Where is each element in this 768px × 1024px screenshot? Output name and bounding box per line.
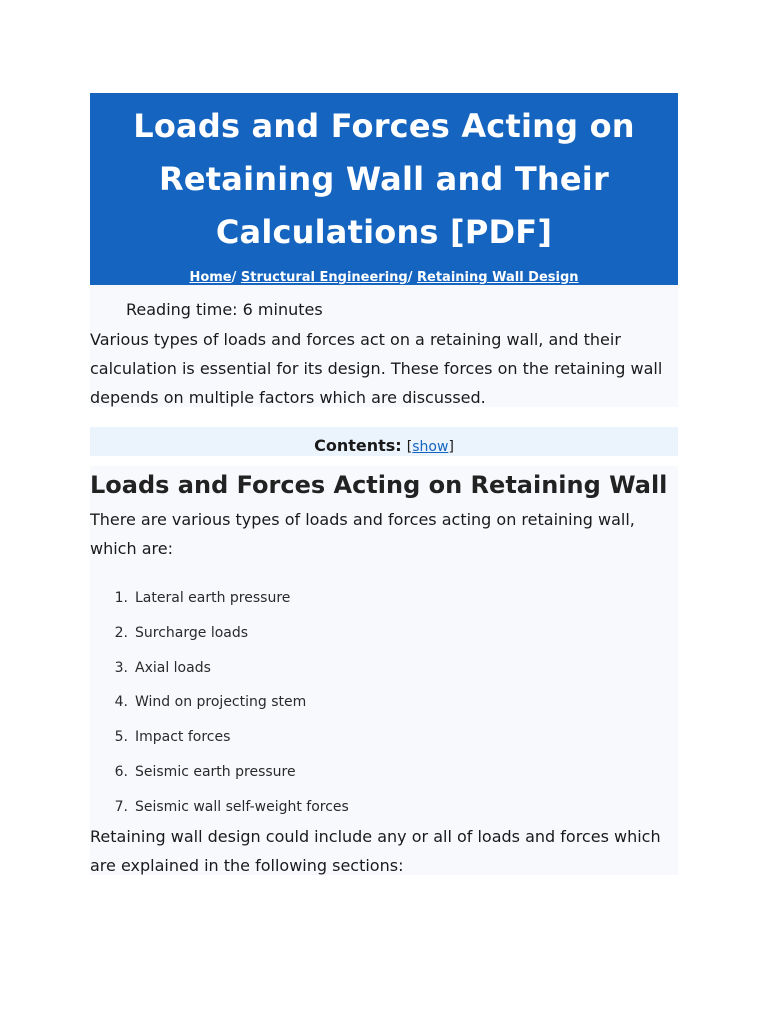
breadcrumb	[90, 270, 678, 286]
reading-time: Reading time: 6 minutes	[126, 300, 323, 319]
contents-label: Contents:	[314, 436, 402, 455]
list-item	[90, 623, 678, 658]
list-item-number: 2.	[114, 624, 128, 641]
intro-panel	[90, 285, 678, 407]
list-item-number: 5.	[114, 729, 128, 746]
list-item-label: Lateral earth pressure	[135, 590, 291, 606]
contents-toggle	[407, 439, 454, 455]
breadcrumb-structural-engineering-link[interactable]: Structural Engineering	[240, 270, 408, 285]
list-item-number: 4.	[114, 694, 128, 711]
list-item-label: Seismic earth pressure	[135, 763, 296, 780]
section-intro-paragraph: There are various types of loads and forces acting on retaining wall, which are:	[90, 510, 635, 558]
breadcrumb-retaining-wall-design-link[interactable]: Retaining Wall Design	[417, 270, 579, 285]
loads-section	[90, 466, 678, 875]
list-item-label: Seismic wall self-weight forces	[135, 798, 349, 815]
list-item	[90, 588, 678, 623]
breadcrumb-home-link[interactable]: Home	[189, 270, 232, 285]
intro-paragraph: Various types of loads and forces act on a retaining wall, and their calculation is essential for its design. These forces on the retaining wall depends on multiple factors which are discussed.	[90, 330, 663, 407]
list-item	[90, 658, 678, 693]
list-item-number: 1.	[114, 590, 128, 606]
section-heading: Loads and Forces Acting on Retaining Wall	[90, 471, 668, 499]
table-of-contents	[90, 427, 678, 456]
list-item-label: Axial loads	[135, 659, 211, 676]
breadcrumb-separator: /	[407, 270, 418, 285]
list-item	[90, 762, 678, 797]
list-item-number: 6.	[114, 763, 128, 780]
list-item-label: Impact forces	[135, 729, 231, 746]
list-item	[90, 727, 678, 762]
list-item-label: Surcharge loads	[135, 624, 249, 641]
list-item-number: 7.	[114, 798, 128, 815]
list-item-label: Wind on projecting stem	[135, 694, 307, 711]
bracket-open: [	[406, 439, 413, 455]
loads-list	[90, 588, 678, 832]
article-header	[90, 93, 678, 285]
section-outro-paragraph: Retaining wall design could include any or all of loads and forces which are explained in the following sections:	[90, 827, 661, 875]
page-title: Loads and Forces Acting on Retaining Wall and Their Calculations [PDF]	[133, 107, 635, 251]
list-item	[90, 692, 678, 727]
bracket-close: ]	[448, 439, 454, 455]
list-item-number: 3.	[114, 659, 128, 676]
contents-show-link[interactable]: show	[412, 439, 449, 455]
breadcrumb-separator: /	[231, 270, 241, 285]
